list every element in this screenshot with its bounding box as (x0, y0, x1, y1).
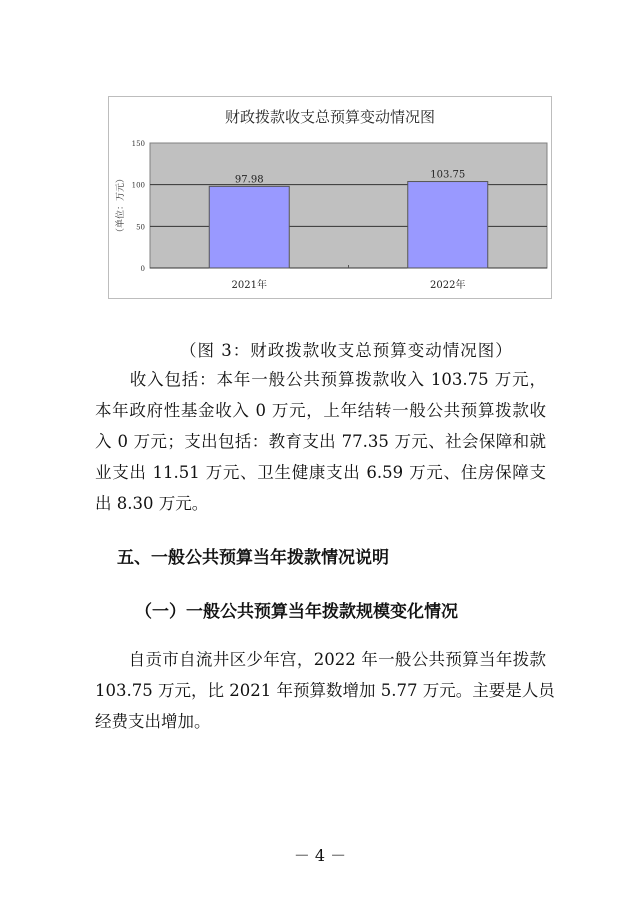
y-tick-label: 100 (131, 181, 145, 190)
y-tick-label: 0 (140, 265, 145, 273)
y-axis-label: （单位：万元） (116, 173, 126, 238)
paragraph-line: 出 8.30 万元。 (95, 494, 209, 513)
page-number: － 4 － (293, 846, 347, 865)
paragraph-line: 经费支出增加。 (95, 712, 211, 731)
budget-change-chart (108, 96, 552, 299)
data-label: 97.98 (234, 174, 264, 186)
bar-2022年 (408, 182, 488, 268)
paragraph-line: 自贡市自流井区少年宫，2022 年一般公共预算当年拨款 (95, 650, 546, 669)
paragraph-line: 103.75 万元，比 2021 年预算数增加 5.77 万元。主要是人员 (95, 681, 555, 700)
x-tick-label: 2022年 (430, 280, 466, 291)
paragraph-line: 入 0 万元；支出包括：教育支出 77.35 万元、社会保障和就 (95, 432, 546, 451)
paragraph-line: 收入包括：本年一般公共预算拨款收入 103.75 万元， (95, 370, 546, 389)
figure-caption: （图 3：财政拨款收支总预算变动情况图） (180, 341, 513, 360)
chart-title: 财政拨款收支总预算变动情况图 (224, 108, 435, 126)
y-tick-label: 150 (131, 140, 145, 148)
chart-plot (109, 97, 551, 298)
bar-2021年 (209, 186, 289, 268)
y-tick-label: 50 (136, 223, 145, 232)
paragraph-line: 本年政府性基金收入 0 万元，上年结转一般公共预算拨款收 (95, 401, 546, 420)
x-tick-label: 2021年 (231, 280, 267, 291)
section-heading: 五、一般公共预算当年拨款情况说明 (117, 548, 389, 568)
data-label: 103.75 (430, 169, 466, 181)
paragraph-line: 业支出 11.51 万元、卫生健康支出 6.59 万元、住房保障支 (95, 463, 546, 482)
subsection-heading: （一）一般公共预算当年拨款规模变化情况 (135, 602, 458, 622)
